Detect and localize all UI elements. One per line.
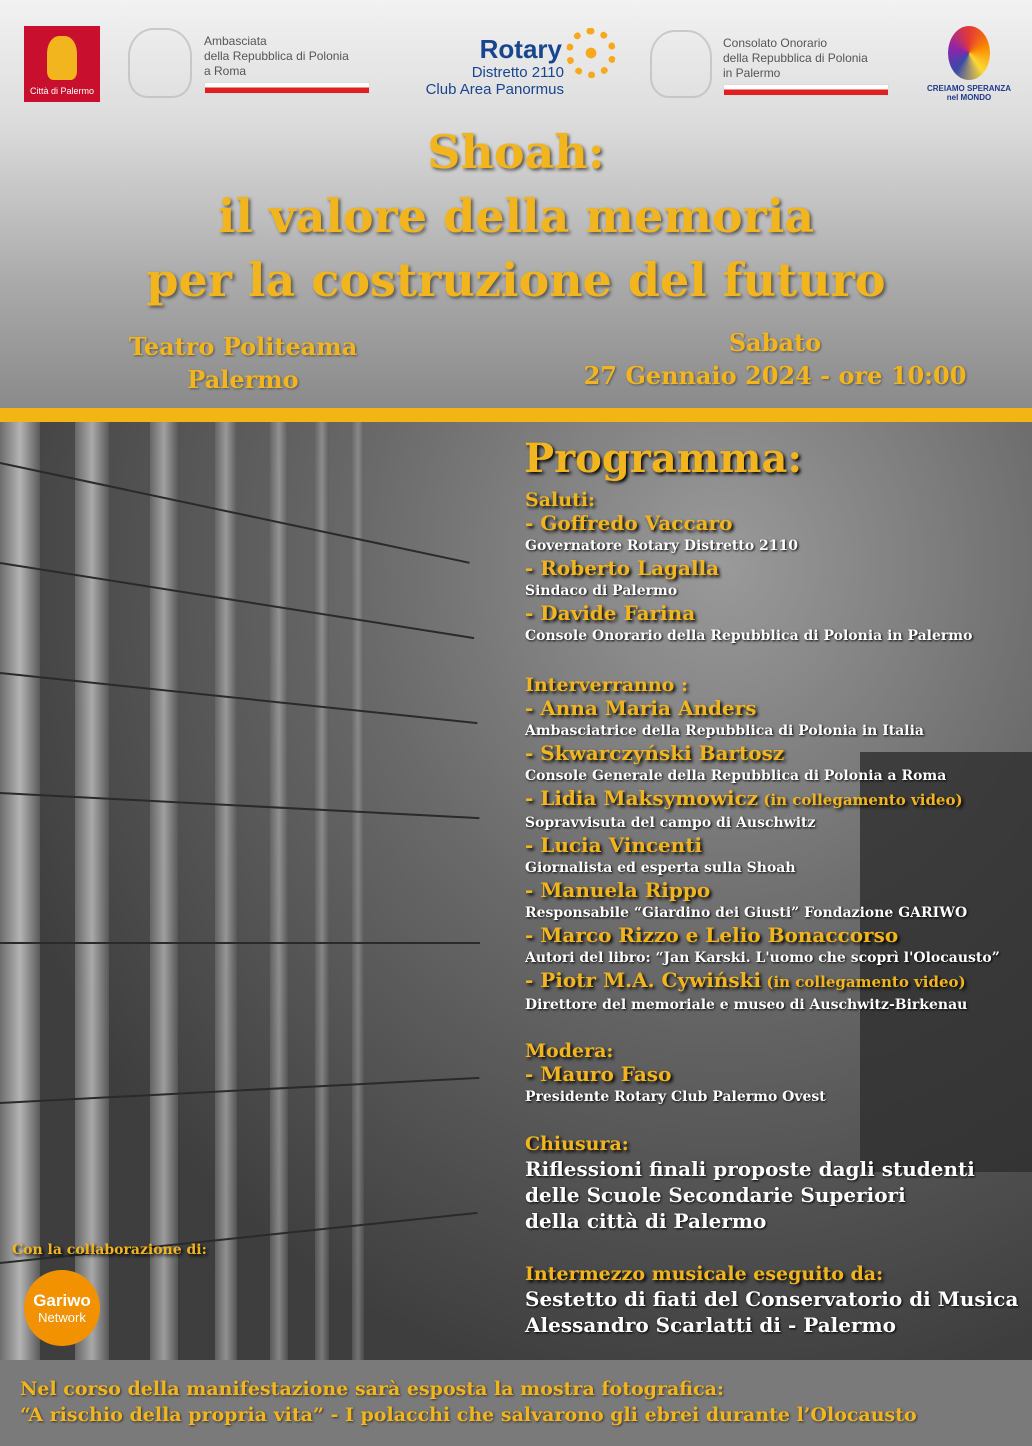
speaker-role: Sopravvisuta del campo di Auschwitz — [525, 815, 816, 831]
speaker-note: (in collegamento video) — [758, 791, 963, 809]
speaker-note: (in collegamento video) — [761, 973, 966, 991]
programma-heading: Programma: — [524, 435, 803, 482]
logo-consolato: Consolato Onorario della Repubblica di Polonia in Palermo — [723, 36, 889, 96]
polish-flag-stripe — [723, 84, 889, 96]
section-heading: Saluti: — [525, 489, 596, 511]
speaker-role: Console Onorario della Repubblica di Polonia in Palermo — [525, 628, 973, 644]
section-interverranno — [525, 673, 1030, 1016]
logo-ambasciata: Ambasciata della Repubblica di Polonia a Roma — [204, 34, 370, 94]
speaker-role: Governatore Rotary Distretto 2110 — [525, 538, 799, 554]
speaker-name: - Lidia Maksymowicz (in collegamento video) — [525, 786, 963, 810]
venue: Teatro Politeama Palermo — [128, 332, 358, 394]
divider-bar — [0, 408, 1032, 422]
speaker-name: - Piotr M.A. Cywiński (in collegamento video) — [525, 968, 966, 992]
rotary-wheel-icon — [566, 28, 616, 78]
eagle-icon — [650, 30, 712, 98]
speaker-name: - Lucia Vincenti — [525, 833, 703, 857]
speaker-name: - Skwarczyński Bartosz — [525, 741, 785, 765]
section-modera — [525, 1039, 1030, 1108]
swirl-icon — [948, 26, 990, 80]
speaker-role: Console Generale della Repubblica di Polonia a Roma — [525, 768, 947, 784]
speaker-name: - Marco Rizzo e Lelio Bonaccorso — [525, 923, 899, 947]
speaker-name: - Anna Maria Anders — [525, 696, 757, 720]
polish-flag-stripe — [204, 82, 370, 94]
eagle-icon — [128, 28, 192, 98]
logo-creiamo-speranza: CREIAMO SPERANZA nel MONDO — [924, 26, 1014, 102]
logo-citta-di-palermo: Città di Palermo — [24, 26, 100, 102]
speaker-name: - Goffredo Vaccaro — [525, 511, 733, 535]
section-intermezzo: Intermezzo musicale eseguito da: Sestetto di fiati del Conservatorio di Musica Alessandro Scarlatti di - Palermo — [525, 1263, 1019, 1337]
eagle-icon — [47, 36, 77, 80]
speaker-role: Ambasciatrice della Repubblica di Polonia in Italia — [525, 723, 925, 739]
title-line-1: Shoah: — [427, 125, 605, 179]
logo-rotary: Rotary Distretto 2110 Club Area Panormus — [425, 34, 564, 98]
speaker-role: Sindaco di Palermo — [525, 583, 678, 599]
speaker-role: Responsabile “Giardino dei Giusti” Fondazione GARIWO — [525, 905, 968, 921]
speaker-role: Giornalista ed esperta sulla Shoah — [525, 860, 796, 876]
logo-gariwo: Gariwo Network — [24, 1270, 100, 1346]
speaker-name: - Mauro Faso — [525, 1062, 672, 1086]
section-saluti — [525, 488, 1030, 647]
speaker-role: Direttore del memoriale e museo di Auschwitz-Birkenau — [525, 997, 968, 1013]
section-chiusura: Chiusura: Riflessioni finali proposte dagli studenti delle Scuole Secondarie Superiori della città di Palermo — [525, 1133, 975, 1233]
section-heading: Interverranno : — [525, 674, 688, 696]
footer: Nel corso della manifestazione sarà esposta la mostra fotografica: “A rischio della propria vita” - I polacchi che salvarono gli ebrei durante l’Olocausto — [0, 1360, 1032, 1446]
speaker-name: - Manuela Rippo — [525, 878, 711, 902]
title-line-2: il valore della memoria — [217, 189, 815, 243]
speaker-name: - Roberto Lagalla — [525, 556, 720, 580]
collab-label: Con la collaborazione di: — [12, 1242, 207, 1258]
title-line-3: per la costruzione del futuro — [146, 253, 886, 307]
speaker-name: - Davide Farina — [525, 601, 696, 625]
speaker-role: Autori del libro: “Jan Karski. L'uomo che scoprì l'Olocausto” — [525, 950, 1000, 966]
section-heading: Modera: — [525, 1040, 614, 1062]
event-date: Sabato 27 Gennaio 2024 - ore 10:00 — [583, 328, 967, 390]
header — [0, 0, 1032, 408]
speaker-role: Presidente Rotary Club Palermo Ovest — [525, 1089, 826, 1105]
